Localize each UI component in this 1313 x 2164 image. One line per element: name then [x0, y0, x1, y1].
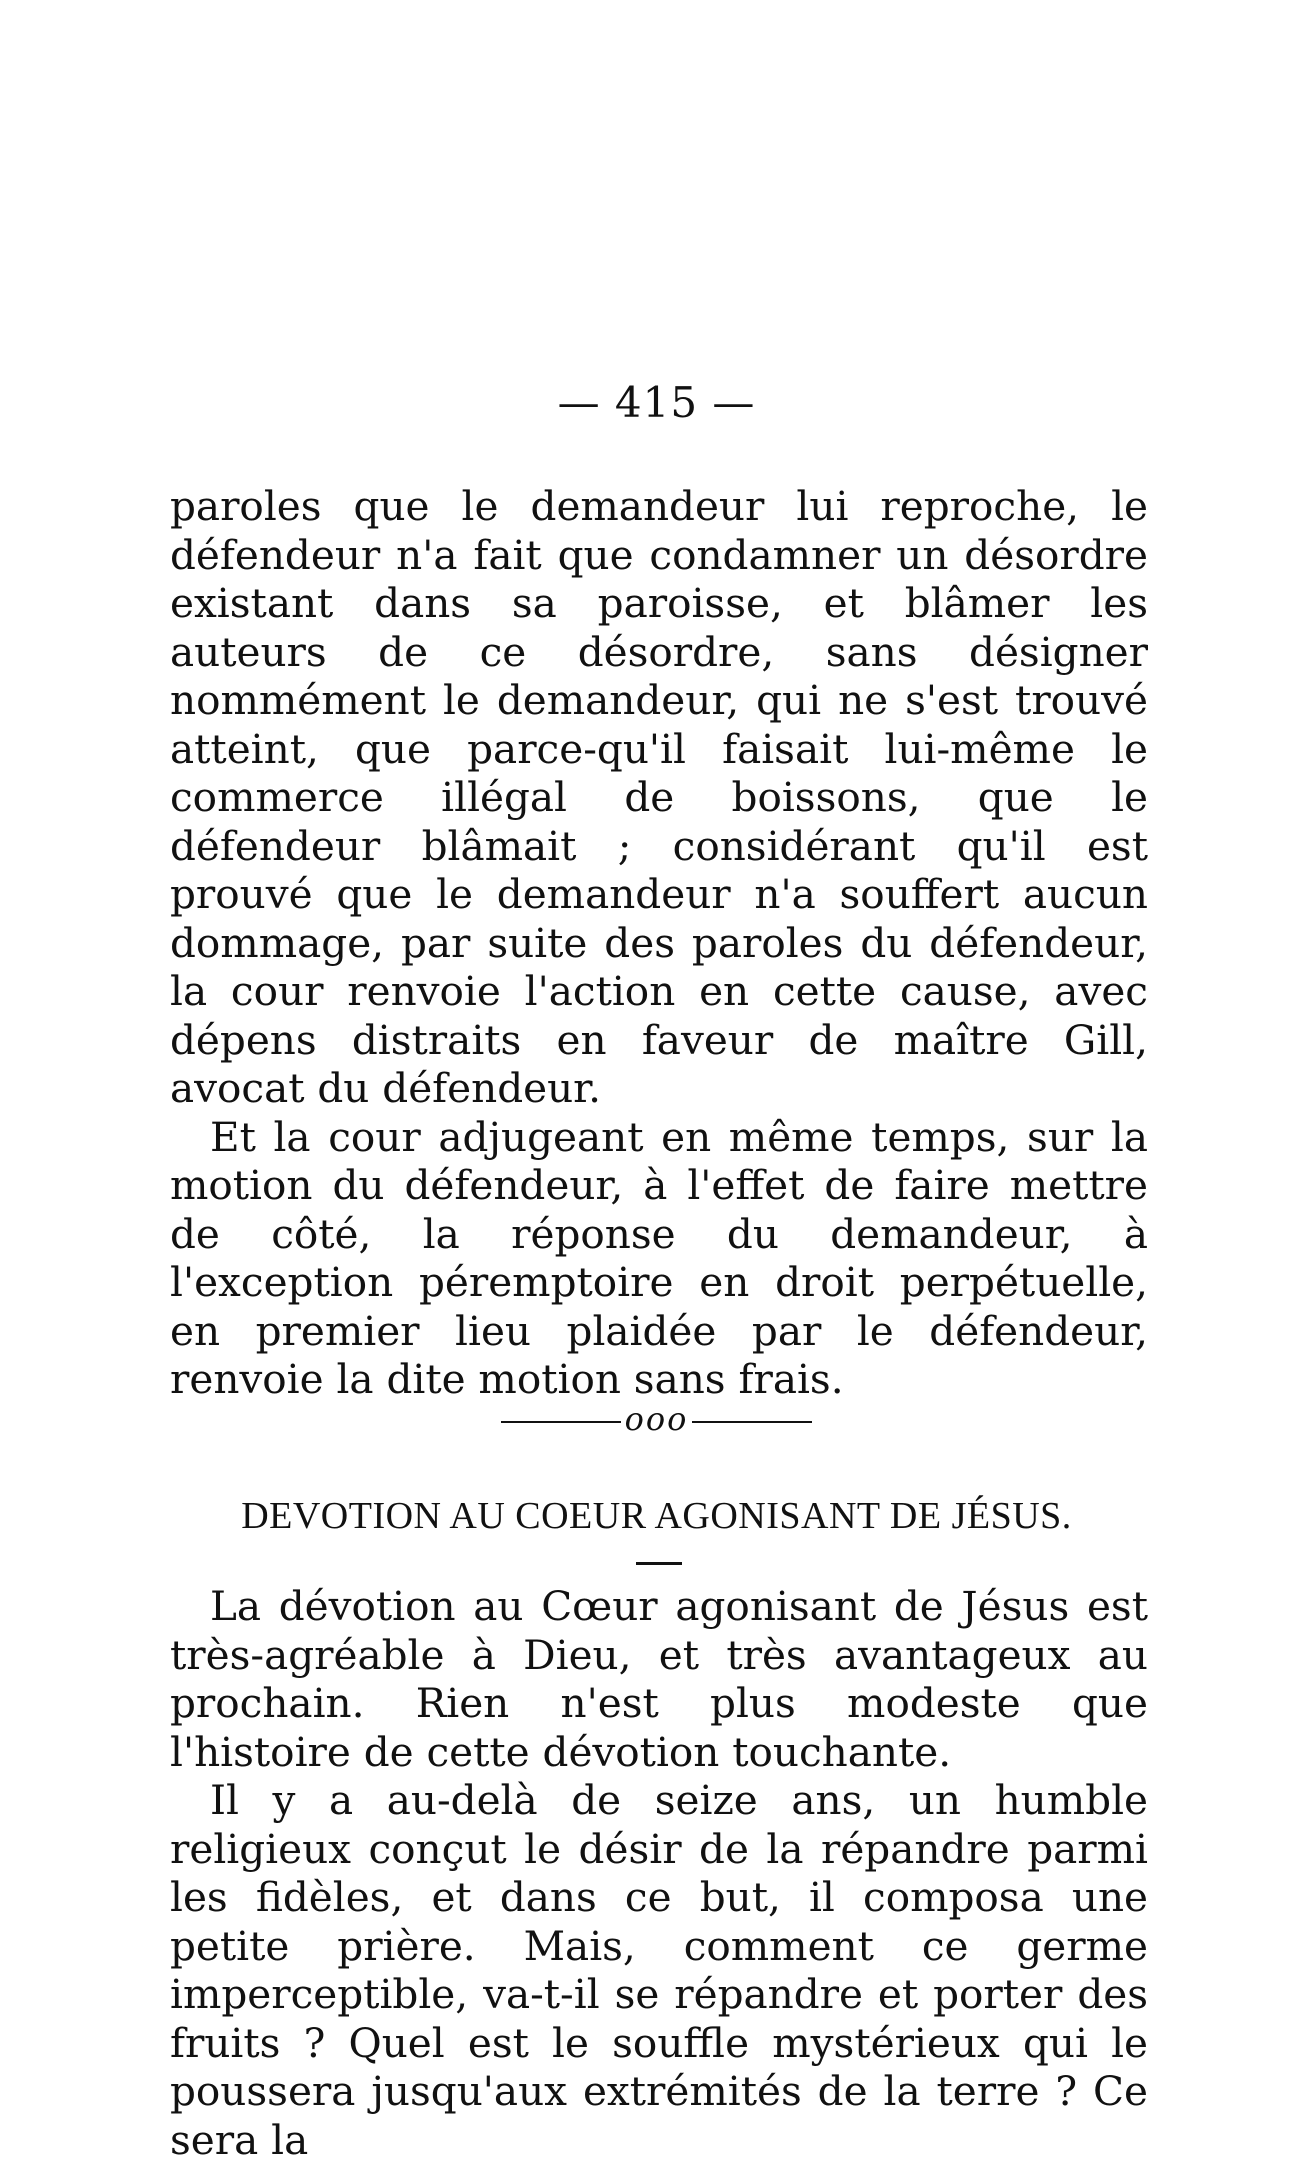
separator-rule-right [692, 1421, 812, 1423]
separator-ornament: ooo [624, 1400, 689, 1438]
separator-rule-left [501, 1421, 621, 1423]
heading-rule [636, 1562, 682, 1565]
devotion-paragraph: La dévotion au Cœur agonisant de Jésus est très-agréable à Dieu, et très avantageux au prochain. Rien n'est plus modeste que l'histoire de cette dévotion touchante. [170, 1582, 1148, 1776]
judgment-text-block [170, 482, 1148, 1404]
devotion-text-block [170, 1582, 1148, 2164]
judgment-paragraph: Et la cour adjugeant en même temps, sur la motion du défendeur, à l'effet de faire mettre de côté, la réponse du demandeur, à l'exception péremptoire en droit perpétuelle, en premier lieu plaidée par le défendeur, renvoie la dite motion sans frais. [170, 1112, 1148, 1403]
section-separator [0, 1400, 1313, 1438]
devotion-paragraph: Il y a au-delà de seize ans, un humble religieux conçut le désir de la répandre parmi les fidèles, et dans ce but, il composa une petite prière. Mais, comment ce germe imperceptible, va-t-il se répandre et porter des fruits ? Quel est le souffle mystérieux qui le poussera jusqu'aux extrémités de la terre ? Ce sera la [170, 1776, 1148, 2164]
section-heading: DEVOTION AU COEUR AGONISANT DE JÉSUS. [241, 1495, 1072, 1537]
page-number: — 415 — [557, 378, 756, 427]
judgment-paragraph: paroles que le demandeur lui reproche, le défendeur n'a fait que condamner un désordre existant dans sa paroisse, et blâmer les auteurs de ce désordre, sans désigner nommément le demandeur, qui ne s'est trouvé atteint, que parce-qu'il faisait lui-même le commerce illégal de boissons, que le défendeur blâmait ; considérant qu'il est prouvé que le demandeur n'a souffert aucun dommage, par suite des paroles du défendeur, la cour renvoie l'action en cette cause, avec dépens distraits en faveur de maître Gill, avocat du défendeur. [170, 482, 1148, 1112]
